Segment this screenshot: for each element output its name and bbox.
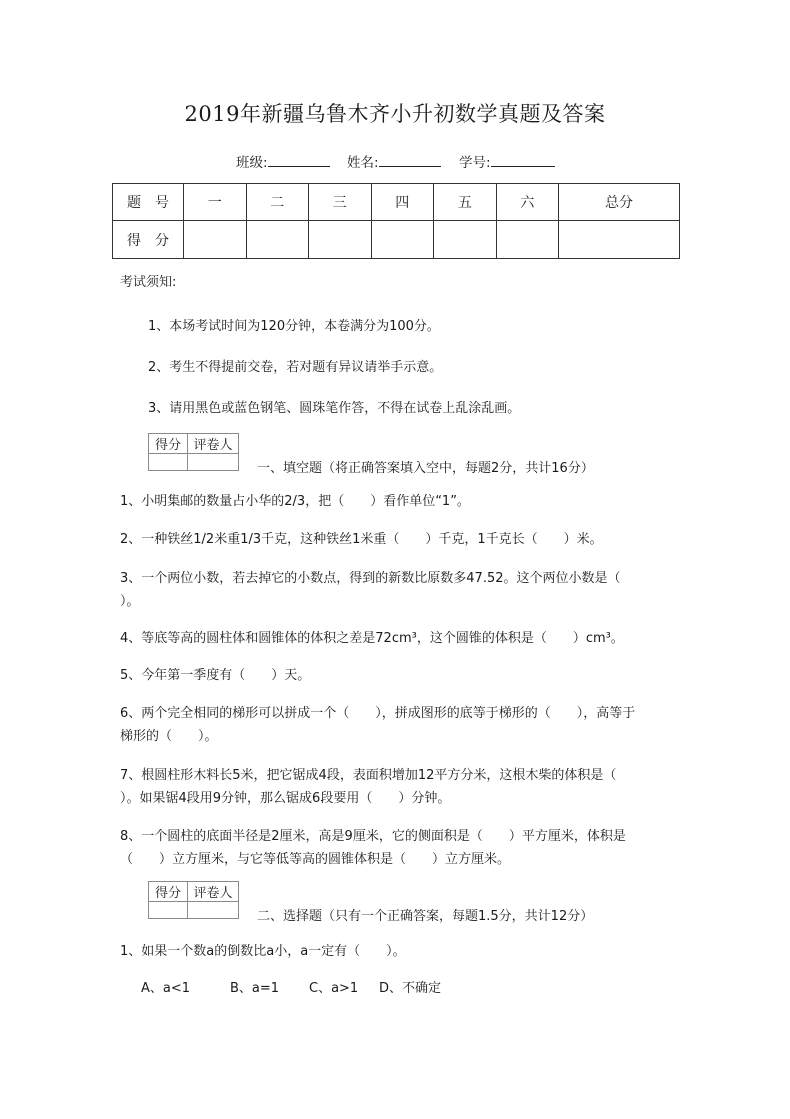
page-title: 2019年新疆乌鲁木齐小升初数学真题及答案 <box>184 102 606 126</box>
score-header-cell: 四 <box>371 184 434 221</box>
notice-heading: 考试须知: <box>120 275 177 290</box>
notice-item: 3、请用黑色或蓝色钢笔、圆珠笔作答，不得在试卷上乱涂乱画。 <box>148 401 521 416</box>
grader-name-cell <box>188 902 239 919</box>
section1-title: 一、填空题（将正确答案填入空中，每题2分，共计16分） <box>257 461 594 476</box>
question-line: 梯形的（ ）。 <box>120 729 218 744</box>
notice-item: 2、考生不得提前交卷，若对题有异议请举手示意。 <box>148 360 443 375</box>
question-line: （ ）立方厘米，与它等低等高的圆锥体积是（ ）立方厘米。 <box>120 852 511 867</box>
grader-name-cell <box>188 454 239 471</box>
notice-item: 1、本场考试时间为120分钟，本卷满分为100分。 <box>148 319 440 334</box>
score-input-cell <box>496 221 559 259</box>
question-line: 7、根圆柱形木料长5米，把它锯成4段，表面积增加12平方分米，这根木柴的体积是（ <box>120 768 617 783</box>
choice-option: C、a>1 <box>309 981 359 996</box>
score-input-cell <box>434 221 497 259</box>
class-blank <box>268 152 330 167</box>
score-input-cell <box>371 221 434 259</box>
grader-name-label: 评卷人 <box>188 434 239 454</box>
choice-option: D、不确定 <box>379 981 442 996</box>
grader-score-label: 得分 <box>149 882 188 902</box>
student-id-field <box>459 151 555 171</box>
choice-option: B、a=1 <box>230 981 280 996</box>
question-line: 2、一种铁丝1/2米重1/3千克，这种铁丝1米重（ ）千克，1千克长（ ）米。 <box>120 532 603 547</box>
question-line: 4、等底等高的圆柱体和圆锥体的体积之差是72cm³，这个圆锥的体积是（ ）cm³。 <box>120 631 624 646</box>
choice-option: A、a<1 <box>141 981 191 996</box>
score-table-score-row <box>113 221 680 259</box>
score-header-cell: 题 号 <box>113 184 184 221</box>
question-line: ）。如果锯4段用9分钟，那么锯成6段要用（ ）分钟。 <box>120 791 451 806</box>
question-line: 6、两个完全相同的梯形可以拼成一个（ ），拼成图形的底等于梯形的（ ），高等于 <box>120 706 636 721</box>
score-row-label: 得 分 <box>113 221 184 259</box>
grader-score-label: 得分 <box>149 434 188 454</box>
grader-box <box>148 881 239 919</box>
score-input-cell <box>559 221 680 259</box>
score-input-cell <box>309 221 372 259</box>
grader-score-cell <box>149 902 188 919</box>
score-header-cell: 三 <box>309 184 372 221</box>
id-blank <box>491 152 555 167</box>
score-header-cell: 五 <box>434 184 497 221</box>
score-header-cell: 六 <box>496 184 559 221</box>
name-blank <box>379 152 441 167</box>
id-label: 学号: <box>459 155 491 171</box>
score-header-cell: 一 <box>184 184 247 221</box>
grader-box <box>148 433 239 471</box>
question-line: 5、今年第一季度有（ ）天。 <box>120 668 311 683</box>
name-field <box>347 151 441 171</box>
grader-score-cell <box>149 454 188 471</box>
question-line: 1、小明集邮的数量占小华的2/3，把（ ）看作单位“1”。 <box>120 494 470 509</box>
score-input-cell <box>184 221 247 259</box>
question-line: 3、一个两位小数，若去掉它的小数点，得到的新数比原数多47.52。这个两位小数是（ <box>120 571 621 586</box>
class-field <box>236 151 330 171</box>
score-header-cell: 二 <box>246 184 309 221</box>
question-line: 1、如果一个数a的倒数比a小，a一定有（ ）。 <box>120 944 406 959</box>
score-table <box>112 183 680 259</box>
grader-name-label: 评卷人 <box>188 882 239 902</box>
score-header-cell: 总分 <box>559 184 680 221</box>
score-input-cell <box>246 221 309 259</box>
section2-title: 二、选择题（只有一个正确答案，每题1.5分，共计12分） <box>257 909 594 924</box>
question-line: 8、一个圆柱的底面半径是2厘米，高是9厘米，它的侧面积是（ ）平方厘米，体积是 <box>120 829 626 844</box>
score-table-header-row <box>113 184 680 221</box>
question-line: ）。 <box>120 594 140 609</box>
class-label: 班级: <box>236 155 268 171</box>
name-label: 姓名: <box>347 155 379 171</box>
